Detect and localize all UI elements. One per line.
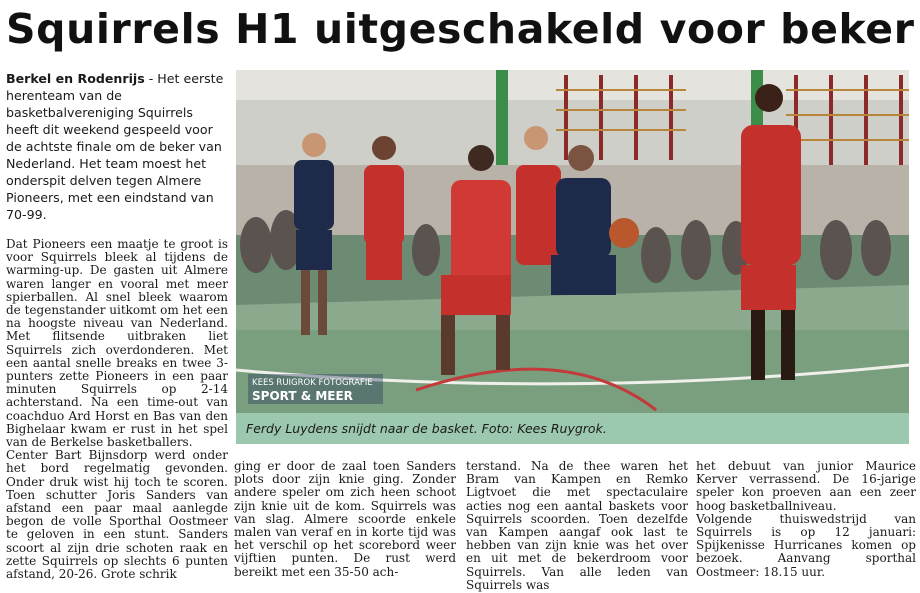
basketball-photo	[236, 70, 909, 413]
article-column-1	[6, 238, 228, 581]
paragraph: Volgende thuiswedstrijd van Squirrels is op 12 januari: Spijkenisse Hurricanes komen op bezoek. Aanvang sporthal Oostmeer: 18.15 uur.	[696, 511, 916, 579]
article-column-2: ging er door de zaal toen Sanders plots door zijn knie ging. Zonder andere speler om zich heen schoot zijn knie uit de kom. Squirrels was van slag. Almere scoorde enkele malen van veraf en in korte tijd was het verschil op het scorebord weer vijftien punten. De rust werd bereikt met een 35-50 ach-	[234, 459, 456, 579]
headline: Squirrels H1 uitgeschakeld voor beker	[6, 5, 915, 53]
watermark-line1: KEES RUIGROK FOTOGRAFIE	[252, 378, 373, 388]
article-column-4	[696, 460, 916, 579]
lead-paragraph	[6, 70, 228, 223]
lead-place: Berkel en Rodenrijs	[6, 71, 145, 86]
paragraph: Center Bart Bijnsdorp werd onder het bord regelmatig gevonden. Onder druk wist hij toch te scoren. Toen schutter Joris Sanders van afstand een paar maal aanlegde begon de volle Sporthal Oostmeer te geloven in een stunt. Sanders scoort al zijn drie schoten raak en zette Squirrels op slechts 6 punten afstand, 20-26. Grote schrik	[6, 448, 228, 582]
photo-illustration	[236, 70, 909, 413]
photo-caption: Ferdy Luydens snijdt naar de basket. Foto: Kees Ruygrok.	[236, 413, 909, 444]
paragraph: het debuut van junior Maurice Kerver verrassend. De 16-jarige speler kon proeven aan een zeer hoog basketballniveau.	[696, 459, 916, 513]
paragraph: Dat Pioneers een maatje te groot is voor Squirrels bleek al tijdens de warming-up. De gasten uit Almere waren langer en vooral met meer spierballen. Al snel bleek waarom de tegenstander uitkomt om het een na hoogste niveau van Nederland. Met flitsende uitbraken liet Squirrels zich overdonderen. Met een aantal snelle breaks en twee 3-punters zette Pioneers in een paar minuten Squirrels op 2-14 achterstand. Na een time-out van coachduo Ard Horst en Bas van den Bighelaar kwam er rust in het spel van de Berkelse basketballers.	[6, 237, 228, 450]
lead-text: - Het eerste herenteam van de basketbalvereniging Squirrels heeft dit weekend gespeeld voor de achtste finale om de beker van Nederland. Het team moest het onderspit delven tegen Almere Pioneers, met een eindstand van 70-99.	[6, 71, 224, 222]
watermark	[248, 374, 383, 404]
watermark-line2: SPORT & MEER	[252, 389, 353, 403]
article-column-3: terstand. Na de thee waren het Bram van Kampen en Remko Ligtvoet die met spectaculaire acties nog een aantal baskets voor Squirrels scoorden. Toen dezelfde van Kampen aangaf ook last te hebben van zijn knie was het over en uit met de bekerdroom voor Squirrels. Van alle leden van Squirrels was	[466, 459, 688, 592]
